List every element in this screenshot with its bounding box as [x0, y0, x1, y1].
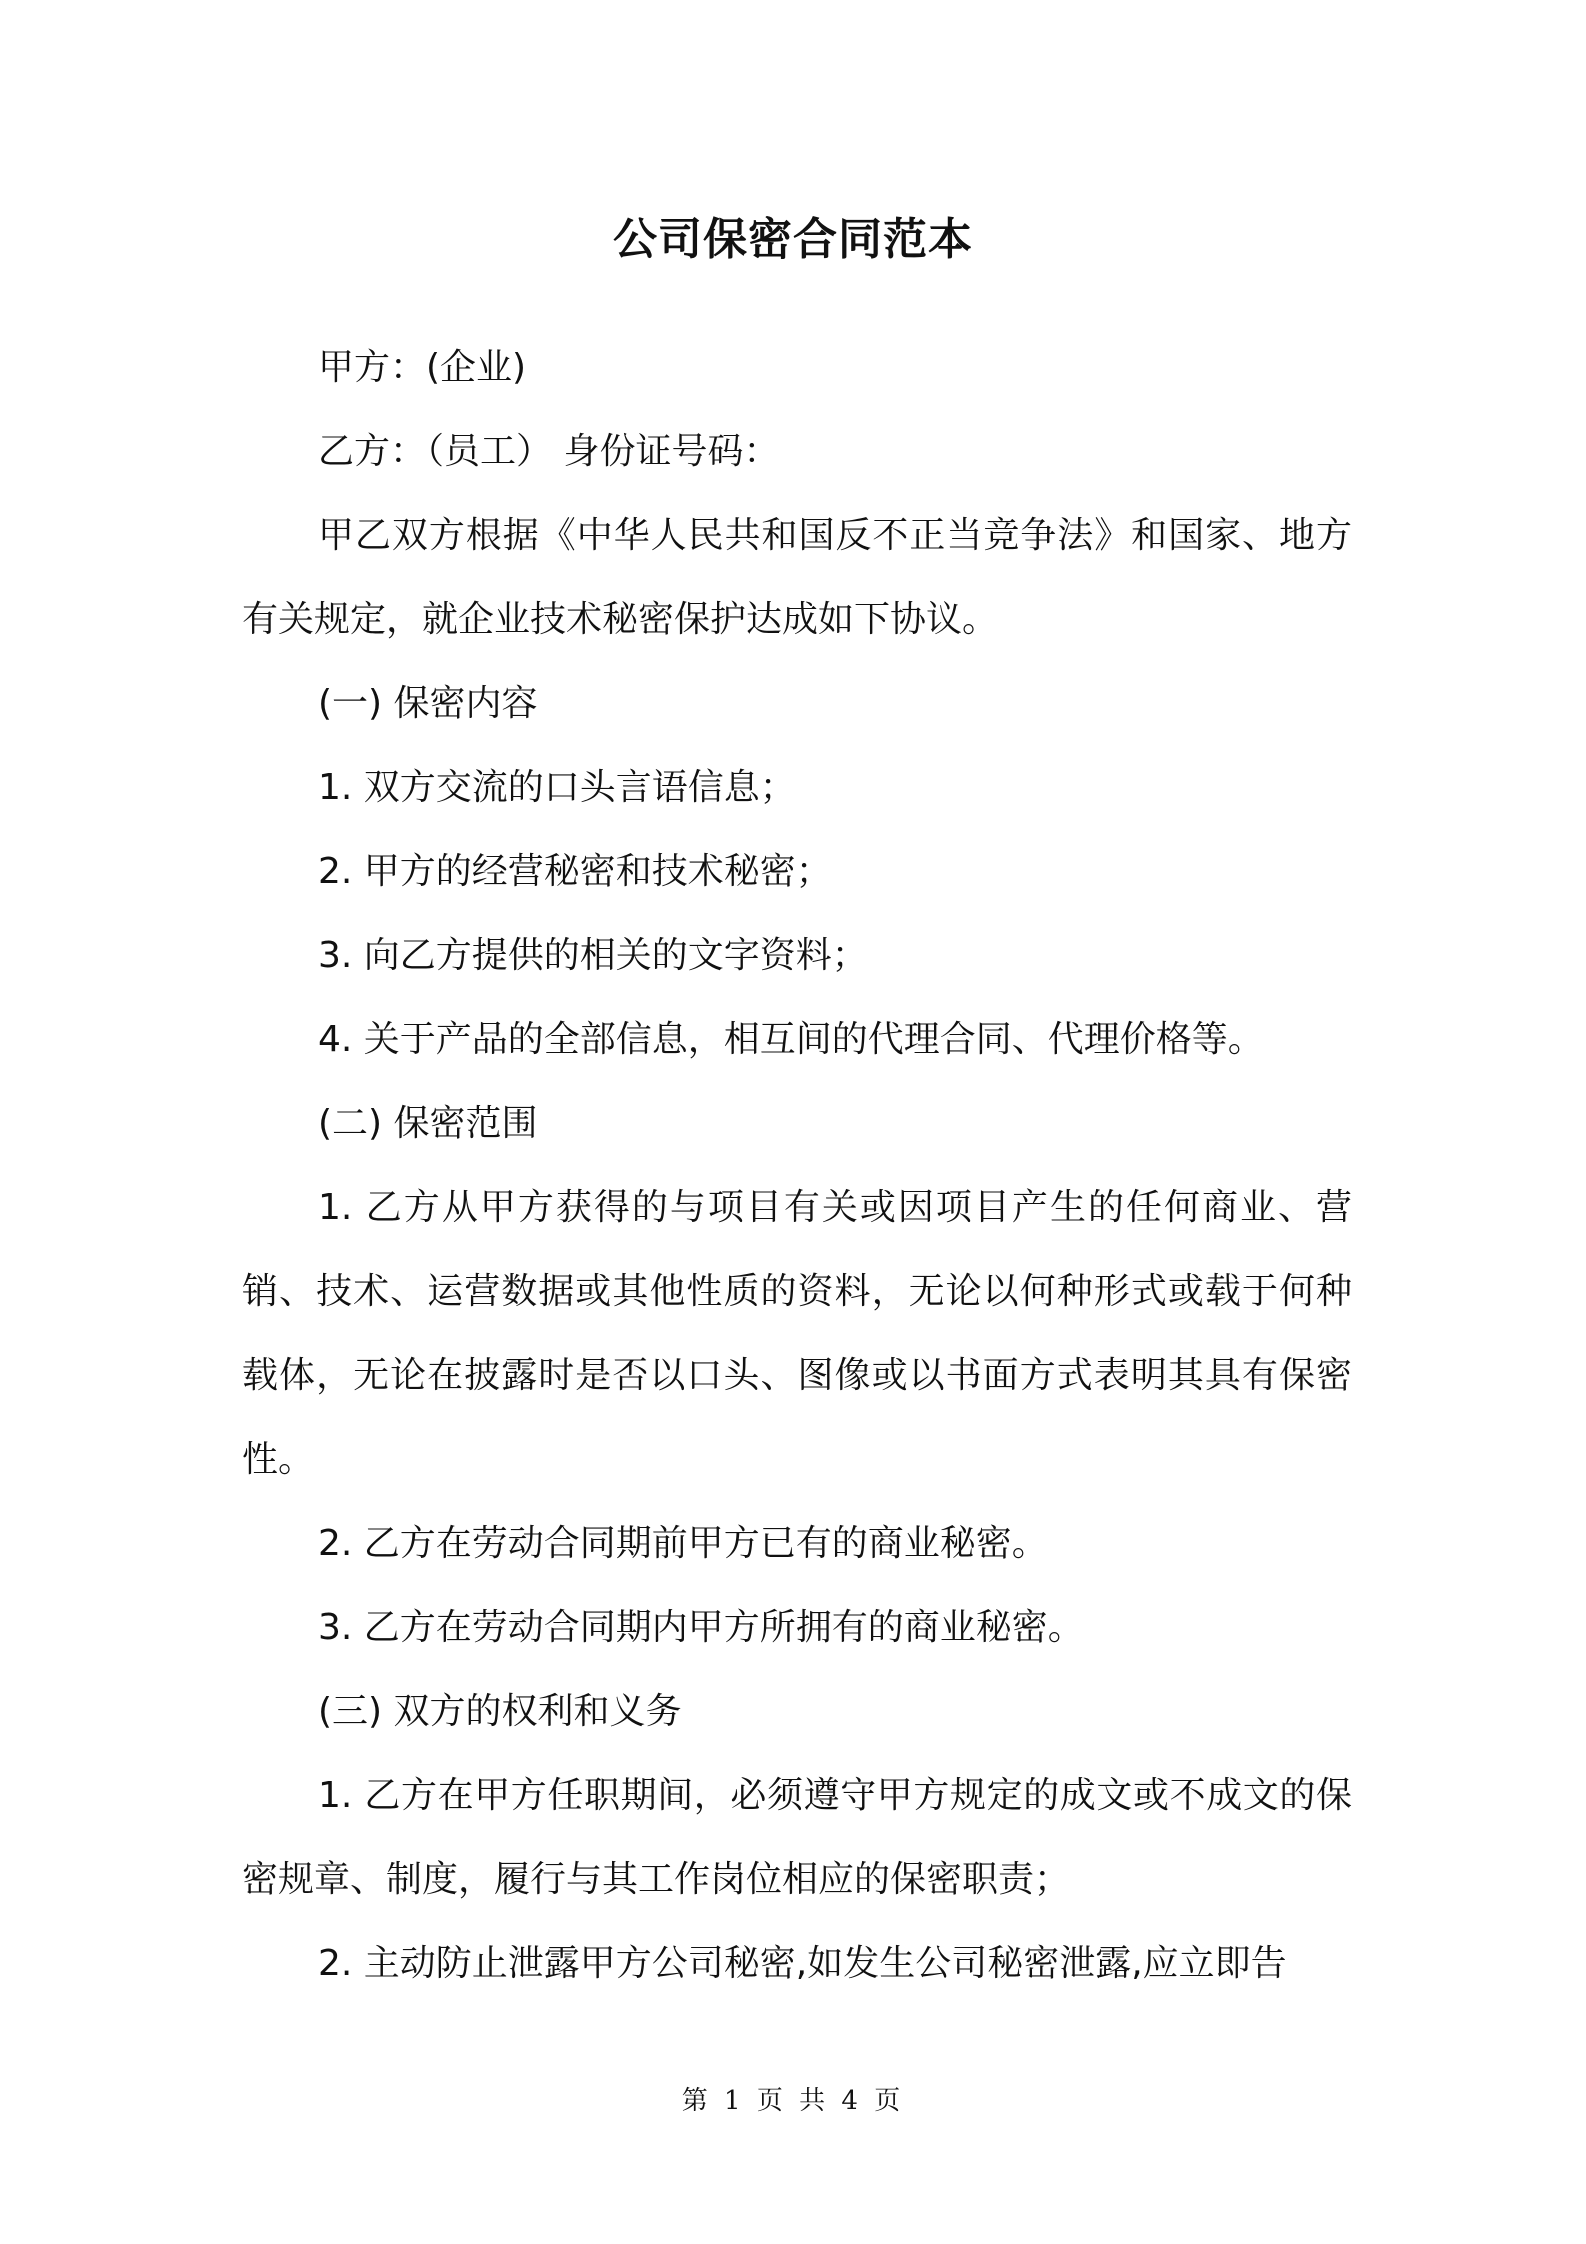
list-item: 1. 双方交流的口头言语信息；: [318, 767, 796, 808]
document-body: [242, 326, 1352, 2006]
list-item: 1. 乙方在甲方任职期间，必须遵守甲方规定的成文或不成文的保密规章、制度，履行与其工作岗位相应的保密职责；: [242, 1775, 1352, 1900]
section-heading-3: (三) 双方的权利和义务: [318, 1691, 682, 1732]
list-item: 2. 乙方在劳动合同期前甲方已有的商业秘密。: [318, 1523, 1048, 1564]
list-item: 4. 关于产品的全部信息，相互间的代理合同、代理价格等。: [318, 1019, 1264, 1060]
section-heading-2: (二) 保密范围: [318, 1103, 538, 1144]
section-heading-1: (一) 保密内容: [318, 683, 538, 724]
page-number-footer: 第 1 页 共 4 页: [681, 2086, 905, 2116]
party-b-line: 乙方：（员工） 身份证号码：: [318, 431, 780, 472]
preamble-paragraph: 甲乙双方根据《中华人民共和国反不正当竞争法》和国家、地方有关规定，就企业技术秘密保护达成如下协议。: [242, 515, 1352, 640]
document-title: 公司保密合同范本: [613, 214, 973, 265]
list-item: 3. 向乙方提供的相关的文字资料；: [318, 935, 868, 976]
list-item: 2. 主动防止泄露甲方公司秘密,如发生公司秘密泄露,应立即告: [318, 1943, 1287, 1984]
party-a-line: 甲方：(企业): [318, 347, 527, 388]
list-item: 2. 甲方的经营秘密和技术秘密；: [318, 851, 832, 892]
list-item: 3. 乙方在劳动合同期内甲方所拥有的商业秘密。: [318, 1607, 1084, 1648]
list-item: 1. 乙方从甲方获得的与项目有关或因项目产生的任何商业、营销、技术、运营数据或其他性质的资料，无论以何种形式或载于何种载体，无论在披露时是否以口头、图像或以书面方式表明其具有保密性。: [242, 1187, 1352, 1480]
